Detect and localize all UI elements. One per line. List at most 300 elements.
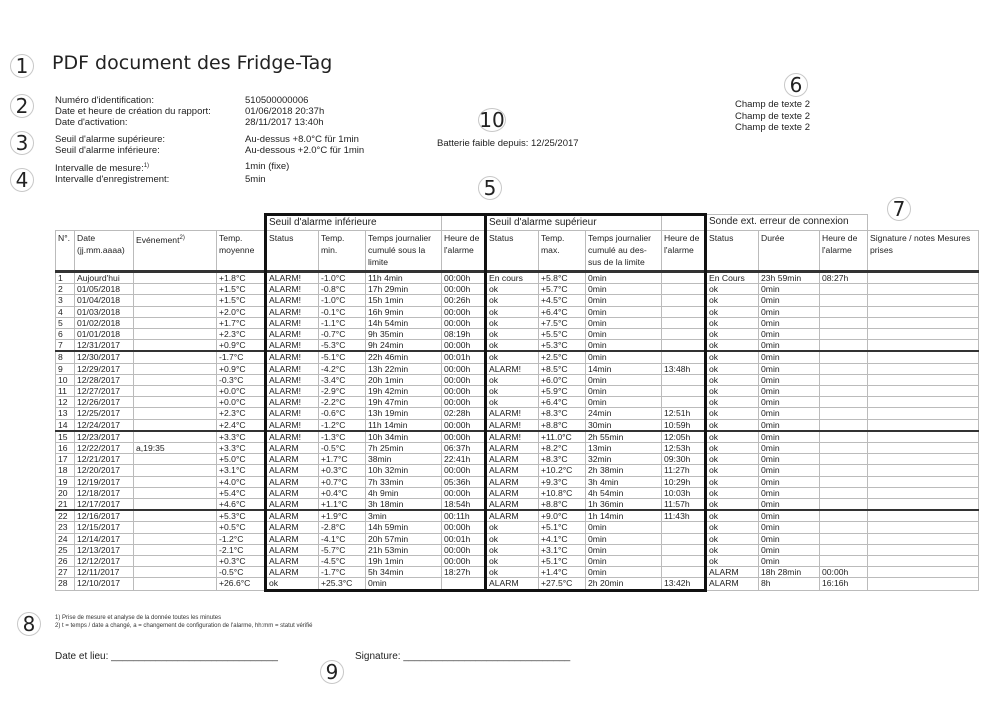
cell-up-max: +8.5°C [539,363,586,374]
col-up-status: Status [486,231,539,272]
col-low-alarm-time: Heure de l'alarme [442,231,486,272]
table-row [56,351,979,363]
cell-low-min: -2.8°C [319,522,366,533]
cell-event [134,487,217,498]
cell-probe-duration: 0min [759,351,820,363]
cell-notes [868,465,979,476]
cell-up-cum: 0min [586,340,662,352]
cell-up-cum: 30min [586,419,662,431]
cell-up-time [662,533,706,544]
table-row [56,533,979,544]
cell-no: 25 [56,544,75,555]
cell-up-time: 13:48h [662,363,706,374]
cell-probe-duration: 0min [759,363,820,374]
cell-no: 8 [56,351,75,363]
cell-up-status: ok [486,544,539,555]
table-row [56,556,979,567]
cell-probe-time: 08:27h [820,272,868,284]
cell-low-min: -1.0°C [319,295,366,306]
cell-up-status: ok [486,351,539,363]
cell-low-time: 00:00h [442,431,486,443]
cell-up-max: +8.8°C [539,419,586,431]
text-fields [735,99,810,134]
cell-notes [868,295,979,306]
cell-probe-time [820,317,868,328]
cell-up-max: +5.1°C [539,556,586,567]
cell-probe-time [820,544,868,555]
cell-up-time [662,556,706,567]
cell-up-max: +27.5°C [539,578,586,590]
cell-low-status: ALARM! [266,317,319,328]
cell-avg: -0.5°C [217,567,266,578]
cell-event [134,454,217,465]
cell-no: 10 [56,374,75,385]
marker-10: 10 [479,108,505,132]
cell-avg: +4.0°C [217,476,266,487]
cell-up-max: +1.4°C [539,567,586,578]
cell-up-status: ALARM [486,487,539,498]
cell-low-cum: 11h 4min [366,272,442,284]
cell-date: 12/16/2017 [75,510,134,522]
date-place-field[interactable]: Date et lieu: ______________________________ [55,651,278,662]
cell-up-status: ALARM [486,454,539,465]
record-interval-value: 5min [245,174,266,186]
cell-up-status: ok [486,374,539,385]
cell-low-min: -5.1°C [319,351,366,363]
cell-up-cum: 0min [586,544,662,555]
table-row [56,284,979,295]
cell-low-min: -1.7°C [319,567,366,578]
cell-notes [868,499,979,511]
cell-probe-status: ok [706,397,759,408]
cell-low-cum: 13h 19min [366,408,442,419]
cell-up-time: 12:05h [662,431,706,443]
cell-up-time [662,329,706,340]
cell-probe-duration: 0min [759,499,820,511]
cell-event [134,374,217,385]
cell-event [134,465,217,476]
cell-up-cum: 32min [586,454,662,465]
table-row [56,408,979,419]
cell-avg: +3.1°C [217,465,266,476]
cell-no: 5 [56,317,75,328]
cell-up-max: +6.4°C [539,306,586,317]
cell-probe-duration: 0min [759,533,820,544]
cell-probe-duration: 23h 59min [759,272,820,284]
marker-7: 7 [887,197,911,221]
cell-date: 12/23/2017 [75,431,134,443]
cell-up-cum: 0min [586,272,662,284]
col-up-cumulative: Temps journalier cumulé au des-sus de la limite [586,231,662,272]
record-interval-label: Intervalle d'enregistrement: [55,174,170,186]
cell-low-status: ALARM! [266,386,319,397]
cell-probe-time [820,487,868,498]
cell-low-min: -2.9°C [319,386,366,397]
cell-low-cum: 13h 22min [366,363,442,374]
cell-probe-status: ok [706,544,759,555]
cell-low-status: ALARM [266,533,319,544]
cell-up-status: ok [486,306,539,317]
cell-up-cum: 0min [586,351,662,363]
cell-low-cum: 38min [366,454,442,465]
cell-no: 22 [56,510,75,522]
cell-low-min: -1.2°C [319,419,366,431]
table-body [56,272,979,591]
table-row [56,476,979,487]
temperature-log-table [55,213,979,592]
cell-probe-status: ALARM [706,578,759,590]
cell-low-status: ALARM! [266,272,319,284]
cell-low-status: ALARM [266,567,319,578]
cell-probe-time [820,386,868,397]
table-row [56,544,979,555]
cell-probe-status: ok [706,374,759,385]
cell-probe-time [820,476,868,487]
signature-field[interactable]: Signature: ______________________________ [355,651,571,662]
cell-up-status: ok [486,386,539,397]
col-notes: Signature / notes Mesures prises [868,231,979,272]
cell-event [134,499,217,511]
cell-low-time: 00:00h [442,386,486,397]
cell-low-min: -0.8°C [319,284,366,295]
cell-avg: +2.3°C [217,408,266,419]
cell-no: 24 [56,533,75,544]
cell-up-status: ok [486,556,539,567]
cell-low-status: ALARM [266,499,319,511]
cell-up-cum: 1h 14min [586,510,662,522]
cell-up-status: ALARM! [486,363,539,374]
cell-low-cum: 9h 35min [366,329,442,340]
cell-date: 12/26/2017 [75,397,134,408]
cell-up-time [662,397,706,408]
cell-low-time: 00:00h [442,284,486,295]
cell-up-max: +8.3°C [539,454,586,465]
cell-avg: +5.0°C [217,454,266,465]
cell-low-time: 00:00h [442,556,486,567]
cell-date: 12/13/2017 [75,544,134,555]
cell-event [134,408,217,419]
cell-date: 12/21/2017 [75,454,134,465]
cell-probe-duration: 0min [759,306,820,317]
cell-low-min: -1.0°C [319,272,366,284]
cell-avg: -2.1°C [217,544,266,555]
cell-notes [868,329,979,340]
cell-avg: +2.0°C [217,306,266,317]
cell-event [134,544,217,555]
table-row [56,454,979,465]
col-low-min: Temp. min. [319,231,366,272]
cell-event [134,476,217,487]
cell-up-status: ok [486,317,539,328]
cell-up-status: ok [486,295,539,306]
cell-up-time: 10:03h [662,487,706,498]
table-row [56,443,979,454]
cell-up-time [662,340,706,352]
cell-avg: +4.6°C [217,499,266,511]
text-field-2[interactable]: Champ de texte 2 [735,110,810,122]
cell-low-min: -2.2°C [319,397,366,408]
table-row [56,465,979,476]
cell-avg: +0.3°C [217,556,266,567]
cell-no: 27 [56,567,75,578]
cell-low-time: 00:11h [442,510,486,522]
cell-up-status: ALARM! [486,408,539,419]
cell-low-status: ALARM! [266,329,319,340]
cell-event: a,19:35 [134,443,217,454]
table-row [56,272,979,284]
cell-low-min: -0.6°C [319,408,366,419]
cell-up-cum: 0min [586,386,662,397]
marker-5: 5 [478,176,502,200]
cell-low-cum: 4h 9min [366,487,442,498]
col-low-status: Status [266,231,319,272]
cell-probe-time [820,465,868,476]
cell-probe-duration: 0min [759,443,820,454]
table-row [56,363,979,374]
cell-up-status: ok [486,284,539,295]
cell-low-cum: 16h 9min [366,306,442,317]
cell-avg: +5.3°C [217,510,266,522]
cell-no: 18 [56,465,75,476]
cell-notes [868,408,979,419]
cell-no: 12 [56,397,75,408]
cell-probe-duration: 0min [759,476,820,487]
cell-probe-status: ok [706,476,759,487]
cell-date: 12/24/2017 [75,419,134,431]
cell-probe-status: ok [706,284,759,295]
cell-up-time [662,522,706,533]
group-probe-error: Sonde ext. erreur de connexion [706,215,868,231]
cell-up-time: 12:51h [662,408,706,419]
upper-threshold-label: Seuil d'alarme supérieure: [55,133,166,145]
cell-up-max: +3.1°C [539,544,586,555]
cell-up-status: ALARM [486,476,539,487]
cell-low-status: ALARM [266,476,319,487]
cell-up-cum: 0min [586,556,662,567]
cell-low-time: 18:54h [442,499,486,511]
cell-low-status: ok [266,578,319,590]
cell-up-cum: 0min [586,374,662,385]
cell-low-time: 00:00h [442,363,486,374]
cell-up-cum: 0min [586,567,662,578]
cell-up-cum: 4h 54min [586,487,662,498]
cell-low-time: 00:00h [442,487,486,498]
cell-probe-duration: 0min [759,340,820,352]
cell-probe-time [820,419,868,431]
cell-low-status: ALARM! [266,340,319,352]
cell-up-status: ok [486,567,539,578]
cell-probe-duration: 0min [759,465,820,476]
cell-low-cum: 15h 1min [366,295,442,306]
cell-up-time: 10:59h [662,419,706,431]
cell-low-time: 00:00h [442,306,486,317]
cell-no: 28 [56,578,75,590]
cell-probe-duration: 0min [759,374,820,385]
cell-probe-duration: 0min [759,317,820,328]
cell-low-cum: 22h 46min [366,351,442,363]
cell-notes [868,533,979,544]
cell-low-time: 00:00h [442,419,486,431]
marker-4: 4 [10,168,34,192]
cell-probe-time [820,522,868,533]
id-label: Numéro d'identification: [55,95,154,106]
cell-probe-status: ok [706,465,759,476]
cell-up-time [662,272,706,284]
cell-low-min: +0.4°C [319,487,366,498]
cell-date: 12/12/2017 [75,556,134,567]
cell-probe-time: 00:00h [820,567,868,578]
cell-probe-time [820,340,868,352]
table-row [56,317,979,328]
cell-notes [868,510,979,522]
cell-avg: +3.3°C [217,443,266,454]
cell-notes [868,476,979,487]
cell-probe-time [820,306,868,317]
marker-2: 2 [10,94,34,118]
text-field-1[interactable]: Champ de texte 2 [735,99,810,110]
cell-event [134,522,217,533]
cell-probe-status: ok [706,306,759,317]
cell-low-min: -0.5°C [319,443,366,454]
cell-low-time: 00:00h [442,374,486,385]
cell-low-status: ALARM [266,454,319,465]
cell-avg: +2.3°C [217,329,266,340]
col-probe-status: Status [706,231,759,272]
cell-avg: +2.4°C [217,419,266,431]
footnotes [55,614,312,630]
text-field-3[interactable]: Champ de texte 2 [735,122,810,133]
cell-probe-time [820,499,868,511]
cell-probe-status: ALARM [706,567,759,578]
cell-up-cum: 0min [586,522,662,533]
cell-avg: +1.5°C [217,284,266,295]
cell-up-cum: 0min [586,397,662,408]
cell-up-cum: 0min [586,533,662,544]
footnote-ref-1: 1) [143,163,150,170]
cell-up-cum: 2h 55min [586,431,662,443]
cell-notes [868,397,979,408]
cell-up-max: +5.3°C [539,340,586,352]
cell-up-cum: 0min [586,306,662,317]
cell-up-time [662,374,706,385]
cell-probe-status: ok [706,443,759,454]
cell-event [134,351,217,363]
cell-up-max: +9.3°C [539,476,586,487]
table-row [56,510,979,522]
cell-event [134,431,217,443]
cell-probe-status: ok [706,351,759,363]
cell-low-status: ALARM! [266,408,319,419]
cell-low-time: 00:01h [442,533,486,544]
marker-9: 9 [320,660,344,684]
cell-no: 23 [56,522,75,533]
cell-low-time: 02:28h [442,408,486,419]
battery-low-notice: Batterie faible depuis: 12/25/2017 [437,138,579,149]
cell-date: 01/04/2018 [75,295,134,306]
cell-date: 01/02/2018 [75,317,134,328]
cell-low-status: ALARM! [266,397,319,408]
cell-low-time: 00:00h [442,397,486,408]
cell-low-status: ALARM! [266,374,319,385]
col-low-cumulative: Temps journalier cumulé sous la limite [366,231,442,272]
col-up-alarm-time: Heure de l'alarme [662,231,706,272]
cell-probe-time [820,397,868,408]
cell-date: 12/30/2017 [75,351,134,363]
cell-probe-duration: 0min [759,386,820,397]
cell-low-cum: 19h 1min [366,556,442,567]
cell-probe-status: ok [706,431,759,443]
cell-no: 14 [56,419,75,431]
cell-notes [868,284,979,295]
cell-probe-status: ok [706,499,759,511]
cell-up-max: +10.8°C [539,487,586,498]
cell-up-max: +2.5°C [539,351,586,363]
cell-probe-time [820,454,868,465]
cell-date: 12/20/2017 [75,465,134,476]
cell-low-cum: 17h 29min [366,284,442,295]
cell-up-max: +5.9°C [539,386,586,397]
cell-low-time: 00:01h [442,351,486,363]
cell-up-max: +10.2°C [539,465,586,476]
cell-up-time [662,306,706,317]
cell-probe-status: ok [706,363,759,374]
cell-no: 3 [56,295,75,306]
table-row [56,386,979,397]
cell-avg: +3.3°C [217,431,266,443]
cell-low-min: +25.3°C [319,578,366,590]
cell-low-cum: 10h 32min [366,465,442,476]
cell-up-max: +6.4°C [539,397,586,408]
cell-date: 12/31/2017 [75,340,134,352]
cell-notes [868,567,979,578]
cell-low-cum: 0min [366,578,442,590]
cell-probe-duration: 8h [759,578,820,590]
cell-date: Aujourd'hui [75,272,134,284]
lower-threshold-label: Seuil d'alarme inférieure: [55,144,160,156]
cell-low-status: ALARM [266,487,319,498]
cell-date: 12/11/2017 [75,567,134,578]
cell-low-status: ALARM [266,522,319,533]
cell-probe-time [820,374,868,385]
cell-low-cum: 3min [366,510,442,522]
cell-no: 4 [56,306,75,317]
cell-notes [868,431,979,443]
cell-low-status: ALARM [266,443,319,454]
cell-probe-status: ok [706,295,759,306]
cell-notes [868,454,979,465]
cell-event [134,363,217,374]
cell-up-status: ok [486,340,539,352]
cell-up-cum: 2h 38min [586,465,662,476]
cell-up-status: ok [486,329,539,340]
cell-low-min: +1.7°C [319,454,366,465]
cell-probe-duration: 0min [759,329,820,340]
cell-event [134,578,217,590]
cell-low-time: 00:00h [442,544,486,555]
cell-low-time: 00:00h [442,340,486,352]
cell-date: 12/28/2017 [75,374,134,385]
cell-low-status: ALARM! [266,419,319,431]
cell-notes [868,522,979,533]
table-row [56,340,979,352]
cell-avg: +26.6°C [217,578,266,590]
cell-probe-status: ok [706,510,759,522]
cell-up-max: +11.0°C [539,431,586,443]
cell-low-min: -4.5°C [319,556,366,567]
table-row [56,578,979,590]
cell-low-time: 05:36h [442,476,486,487]
cell-probe-duration: 0min [759,510,820,522]
